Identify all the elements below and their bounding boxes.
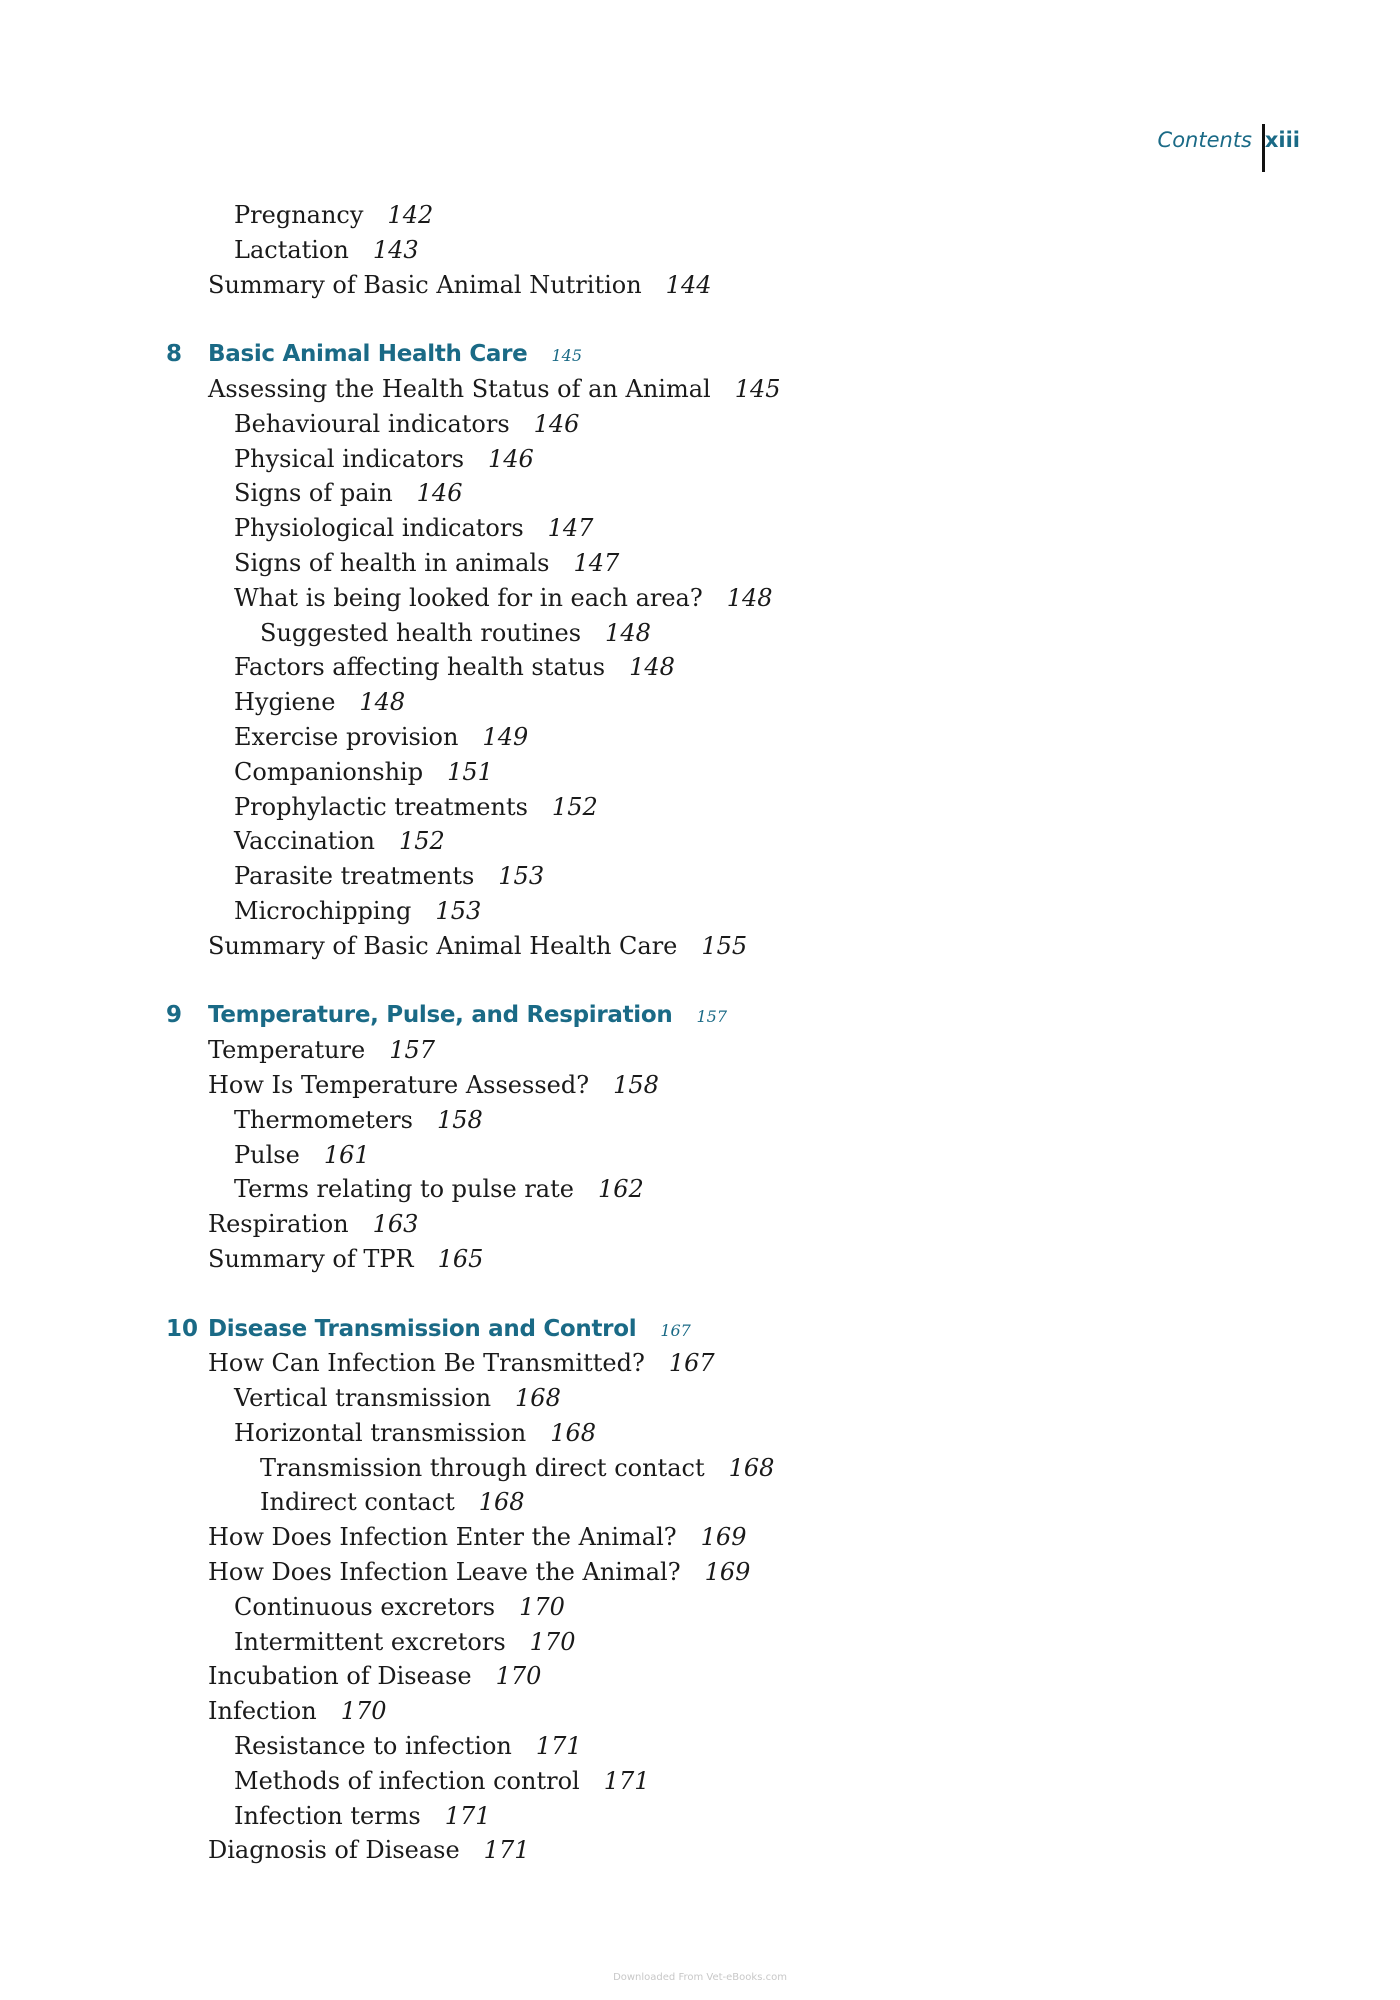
toc-entry[interactable] bbox=[0, 233, 1400, 268]
chapter-title: Basic Animal Health Care bbox=[208, 341, 528, 368]
toc-entry-page: 168 bbox=[728, 1453, 775, 1482]
toc-entry-page: 146 bbox=[533, 409, 580, 438]
toc-entry-page: 146 bbox=[416, 479, 463, 508]
toc-entry-page: 169 bbox=[704, 1558, 751, 1587]
toc-entry-title: How Is Temperature Assessed? bbox=[208, 1070, 590, 1099]
toc-entry[interactable] bbox=[0, 1799, 1400, 1834]
toc-entry-page: 170 bbox=[340, 1697, 387, 1726]
toc-entry-title: Behavioural indicators bbox=[234, 409, 510, 438]
toc-entry-page: 158 bbox=[613, 1070, 659, 1099]
toc-entry-title: Terms relating to pulse rate bbox=[234, 1175, 574, 1204]
toc-entry-title: Signs of health in animals bbox=[234, 548, 550, 577]
toc-entry-title: Parasite treatments bbox=[234, 862, 475, 891]
toc-entry[interactable] bbox=[0, 1103, 1400, 1138]
toc-entry[interactable] bbox=[0, 1138, 1400, 1173]
toc-entry-page: 148 bbox=[359, 688, 406, 717]
toc-entry-title: Microchipping bbox=[234, 896, 412, 925]
toc-entry-title: What is being looked for in each area? bbox=[234, 583, 703, 612]
toc-entry-title: Horizontal transmission bbox=[234, 1418, 527, 1447]
toc-entry[interactable] bbox=[0, 685, 1400, 720]
toc-entry-title: How Does Infection Leave the Animal? bbox=[208, 1558, 681, 1587]
toc-entry-page: 170 bbox=[495, 1662, 542, 1691]
toc-entry-page: 165 bbox=[437, 1244, 484, 1273]
toc-entry[interactable] bbox=[0, 1068, 1400, 1103]
toc-entry-page: 153 bbox=[435, 896, 482, 925]
toc-entry[interactable] bbox=[0, 407, 1400, 442]
toc-entry-page: 148 bbox=[629, 653, 675, 682]
toc-entry-page: 146 bbox=[488, 444, 534, 473]
toc-entry-title: Prophylactic treatments bbox=[234, 792, 528, 821]
toc-entry-page: 163 bbox=[372, 1210, 419, 1239]
toc-entry-title: Incubation of Disease bbox=[208, 1662, 472, 1691]
toc-entry[interactable] bbox=[0, 1485, 1400, 1520]
toc-entry[interactable] bbox=[0, 1381, 1400, 1416]
toc-entry[interactable] bbox=[0, 1242, 1400, 1277]
toc-entry-page: 147 bbox=[573, 548, 620, 577]
toc-entry[interactable] bbox=[0, 581, 1400, 616]
toc-entry-title: Hygiene bbox=[234, 688, 336, 717]
toc-entry[interactable] bbox=[0, 511, 1400, 546]
toc-entry[interactable] bbox=[0, 1346, 1400, 1381]
toc-entry-page: 162 bbox=[597, 1175, 644, 1204]
toc-entry-page: 142 bbox=[387, 201, 434, 229]
toc-entry[interactable] bbox=[0, 790, 1400, 825]
toc-entry[interactable] bbox=[0, 1694, 1400, 1729]
toc-entry-title: Summary of Basic Animal Nutrition bbox=[208, 270, 642, 299]
toc-entry-page: 152 bbox=[399, 827, 445, 856]
toc-entry-title: Indirect contact bbox=[260, 1488, 455, 1517]
toc-entry-page: 170 bbox=[529, 1627, 576, 1656]
download-watermark: Downloaded From Vet-eBooks.com bbox=[613, 1972, 787, 1983]
toc-entry-title: How Can Infection Be Transmitted? bbox=[208, 1349, 645, 1378]
toc-entry-title: Vertical transmission bbox=[234, 1384, 492, 1413]
toc-entry[interactable] bbox=[0, 372, 1400, 407]
toc-entry[interactable] bbox=[0, 616, 1400, 651]
table-of-contents bbox=[0, 198, 1400, 1868]
toc-entry[interactable] bbox=[0, 442, 1400, 477]
toc-entry-title: Diagnosis of Disease bbox=[208, 1836, 460, 1865]
toc-entry-title: Respiration bbox=[208, 1210, 349, 1239]
running-header bbox=[94, 124, 1400, 172]
toc-entry-page: 158 bbox=[436, 1105, 483, 1134]
toc-entry-page: 147 bbox=[547, 514, 594, 543]
toc-entry-page: 169 bbox=[700, 1523, 747, 1552]
toc-entry-title: Vaccination bbox=[234, 827, 375, 856]
toc-entry-title: Physiological indicators bbox=[234, 514, 524, 543]
toc-entry[interactable] bbox=[0, 859, 1400, 894]
toc-entry-page: 153 bbox=[498, 862, 545, 891]
toc-entry[interactable] bbox=[0, 1207, 1400, 1242]
toc-entry[interactable] bbox=[0, 1172, 1400, 1207]
toc-entry[interactable] bbox=[0, 546, 1400, 581]
toc-entry[interactable] bbox=[0, 1555, 1400, 1590]
toc-entry[interactable] bbox=[0, 1451, 1400, 1486]
toc-entry-page: 168 bbox=[550, 1418, 596, 1447]
toc-entry[interactable] bbox=[0, 824, 1400, 859]
toc-entry-title: Factors affecting health status bbox=[234, 653, 606, 682]
chapter-heading[interactable] bbox=[0, 1312, 1400, 1347]
toc-entry-title: Thermometers bbox=[234, 1105, 413, 1134]
chapter-number: 10 bbox=[166, 1315, 199, 1342]
toc-entry[interactable] bbox=[0, 929, 1400, 964]
toc-entry-title: Summary of TPR bbox=[208, 1244, 414, 1273]
toc-entry-page: 167 bbox=[668, 1349, 715, 1378]
chapter-title: Temperature, Pulse, and Respiration bbox=[208, 1002, 673, 1029]
toc-entry-page: 145 bbox=[734, 374, 781, 403]
toc-entry-title: Continuous excretors bbox=[234, 1592, 496, 1621]
toc-entry-title: Temperature bbox=[208, 1036, 366, 1065]
toc-entry-title: Resistance to infection bbox=[234, 1732, 512, 1761]
toc-entry-title: Infection bbox=[208, 1697, 317, 1726]
toc-entry[interactable] bbox=[0, 894, 1400, 929]
toc-entry-page: 143 bbox=[372, 235, 419, 264]
toc-entry[interactable] bbox=[0, 650, 1400, 685]
chapter-page: 167 bbox=[660, 1320, 691, 1340]
toc-entry-title: Exercise provision bbox=[234, 722, 459, 751]
toc-entry-title: Infection terms bbox=[234, 1801, 421, 1830]
toc-entry-page: 161 bbox=[323, 1140, 370, 1169]
toc-entry-page: 168 bbox=[515, 1384, 561, 1413]
toc-entry[interactable] bbox=[0, 268, 1400, 303]
toc-entry-page: 152 bbox=[551, 792, 598, 821]
toc-entry-title: Summary of Basic Animal Health Care bbox=[208, 931, 678, 960]
toc-entry-page: 155 bbox=[701, 931, 748, 960]
toc-entry-page: 168 bbox=[478, 1488, 525, 1517]
toc-entry-title: Pulse bbox=[234, 1140, 300, 1169]
toc-entry-title: Companionship bbox=[234, 757, 424, 786]
toc-entry-page: 148 bbox=[726, 583, 773, 612]
running-header-title: Contents bbox=[1157, 128, 1252, 152]
toc-entry-title: Transmission through direct contact bbox=[260, 1453, 705, 1482]
toc-entry[interactable] bbox=[0, 1590, 1400, 1625]
toc-entry[interactable] bbox=[0, 755, 1400, 790]
toc-entry-title: Suggested health routines bbox=[260, 618, 582, 647]
toc-entry-title: Pregnancy bbox=[234, 201, 364, 229]
toc-entry-page: 151 bbox=[447, 757, 493, 786]
chapter-page: 157 bbox=[696, 1007, 728, 1027]
chapter-heading[interactable] bbox=[0, 337, 1400, 372]
chapter-page: 145 bbox=[551, 346, 583, 366]
toc-entry[interactable] bbox=[0, 476, 1400, 511]
toc-entry[interactable] bbox=[0, 1033, 1400, 1068]
chapter-number: 9 bbox=[166, 1002, 183, 1029]
chapter-title: Disease Transmission and Control bbox=[208, 1315, 637, 1342]
toc-entry[interactable] bbox=[0, 1416, 1400, 1451]
toc-entry-title: Intermittent excretors bbox=[234, 1627, 506, 1656]
toc-entry[interactable] bbox=[0, 1833, 1400, 1868]
toc-entry[interactable] bbox=[0, 198, 1400, 233]
toc-entry-title: Physical indicators bbox=[234, 444, 465, 473]
toc-entry-page: 171 bbox=[535, 1732, 582, 1761]
toc-entry[interactable] bbox=[0, 1659, 1400, 1694]
toc-entry-title: Assessing the Health Status of an Animal bbox=[208, 374, 711, 403]
toc-entry-title: Methods of infection control bbox=[234, 1766, 580, 1795]
toc-entry[interactable] bbox=[0, 1520, 1400, 1555]
chapter-number: 8 bbox=[166, 341, 183, 368]
toc-entry[interactable] bbox=[0, 1625, 1400, 1660]
toc-entry-page: 171 bbox=[444, 1801, 491, 1830]
toc-entry-page: 148 bbox=[605, 618, 651, 647]
toc-entry-page: 149 bbox=[482, 722, 529, 751]
toc-entry[interactable] bbox=[0, 720, 1400, 755]
toc-entry-page: 144 bbox=[665, 270, 712, 299]
toc-entry[interactable] bbox=[0, 1764, 1400, 1799]
chapter-heading[interactable] bbox=[0, 998, 1400, 1033]
toc-entry-title: How Does Infection Enter the Animal? bbox=[208, 1523, 677, 1552]
toc-entry-page: 171 bbox=[603, 1766, 650, 1795]
toc-entry-page: 170 bbox=[519, 1592, 565, 1621]
toc-entry-page: 157 bbox=[389, 1036, 436, 1065]
toc-entry-page: 171 bbox=[483, 1836, 530, 1865]
toc-entry[interactable] bbox=[0, 1729, 1400, 1764]
toc-entry-title: Lactation bbox=[234, 235, 349, 264]
toc-entry-title: Signs of pain bbox=[234, 479, 393, 508]
page-number: xiii bbox=[1264, 128, 1300, 152]
